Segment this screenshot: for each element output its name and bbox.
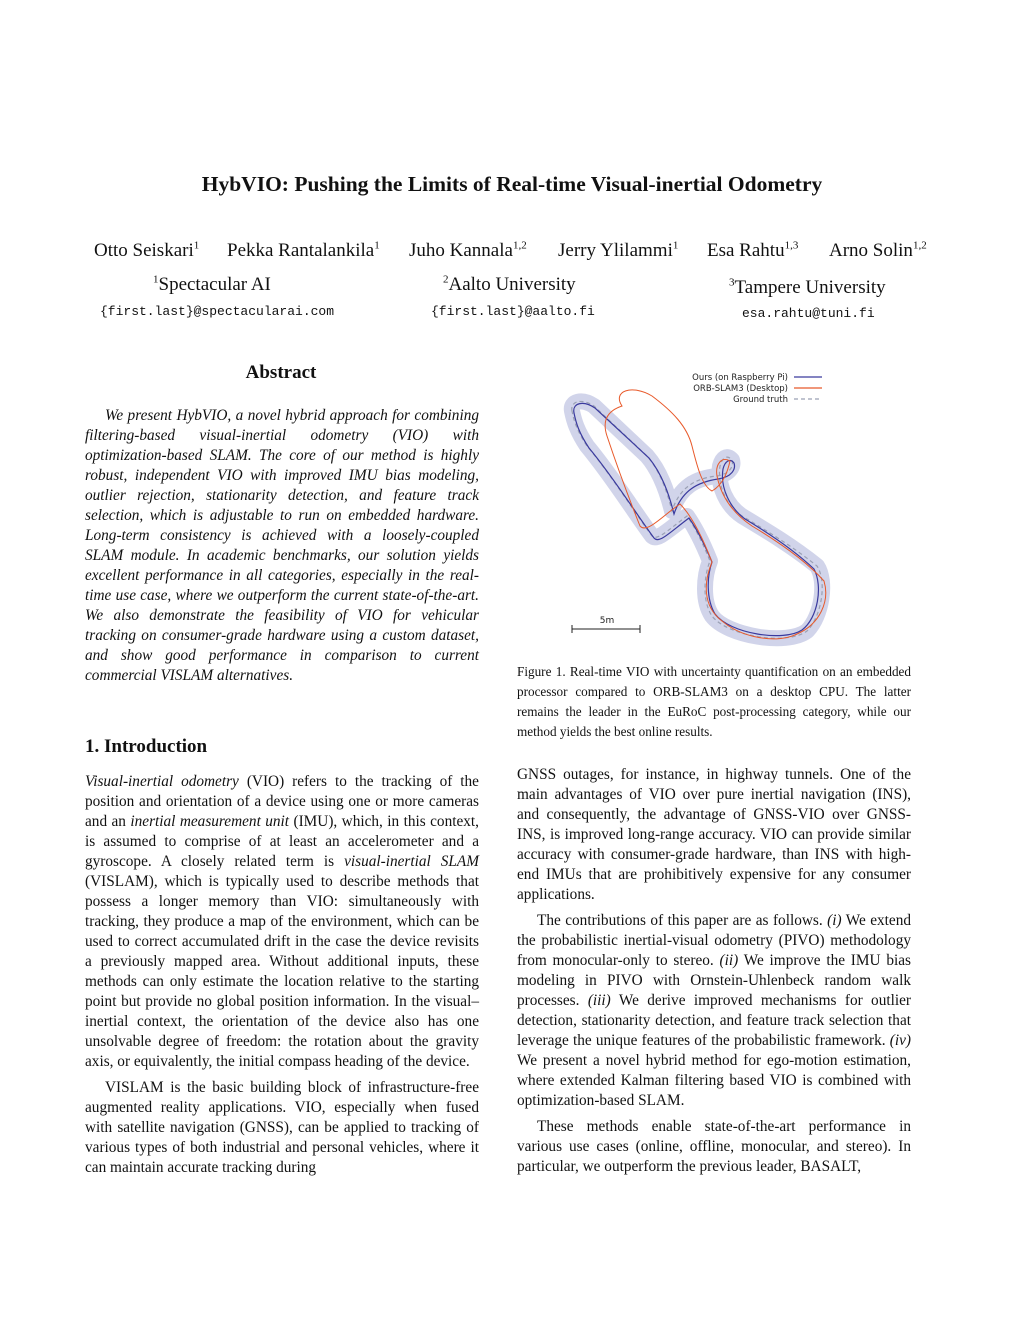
intro-paragraph-4: The contributions of this paper are as follows. (i) We extend the probabilistic inertial-visual odometry (PIVO) methodology from monocular-only to stereo. (ii) We improve the IMU bias modeling in PIVO with Ornstein-Uhlenbeck random walk processes. (iii) We derive improved mechanisms for outlier detection, stationarity detection, and feature track selection that leverage the unique features of the probabilistic framework. (iv) We present a novel hybrid method for ego-motion estimation, where extended Kalman filtering based VIO is combined with optimization-based SLAM. xyxy=(517,912,911,1109)
author-3: Juho Kannala$^{1,2}$ xyxy=(409,239,527,261)
email-2: {first.last}@aalto.fi xyxy=(431,304,595,319)
legend-ground-truth-label: Ground truth xyxy=(733,395,788,405)
left-column-text xyxy=(85,772,479,1184)
abstract-heading: Abstract xyxy=(245,362,317,383)
email-3: esa.rahtu@tuni.fi xyxy=(742,306,875,321)
abstract-body xyxy=(85,406,479,692)
intro-heading: 1. Introduction xyxy=(85,736,208,757)
email-1: {first.last}@spectacularai.com xyxy=(100,304,335,319)
trajectory-plot xyxy=(552,366,872,654)
intro-paragraph-5: These methods enable state-of-the-art performance in various use cases (online, offline, monocular, and stereo). In particular, we outperform the previous leader, BASALT, xyxy=(517,1118,911,1175)
legend xyxy=(692,373,822,405)
scale-bar xyxy=(572,616,640,633)
legend-orbslam-label: ORB-SLAM3 (Desktop) xyxy=(693,384,788,394)
affiliation-1: $^1$Spectacular AI xyxy=(153,273,271,295)
author-5: Esa Rahtu$^{1,3}$ xyxy=(707,239,799,261)
figure-1 xyxy=(552,366,872,654)
uncertainty-band xyxy=(572,401,822,638)
right-column-text xyxy=(517,765,911,1183)
author-2: Pekka Rantalankila$^1$ xyxy=(227,239,380,261)
scale-bar-label: 5m xyxy=(599,616,615,626)
paper-title: HybVIO: Pushing the Limits of Real-time Visual-inertial Odometry xyxy=(201,172,823,196)
intro-paragraph-2: VISLAM is the basic building block of infrastructure-free augmented reality applications. VIO, especially when fused with satellite navigation (GNSS), can be applied to tracking of various types of both industrial and personal vehicles, where it can maintain accurate tracking during xyxy=(85,1079,479,1176)
legend-ours-label: Ours (on Raspberry Pi) xyxy=(692,373,788,383)
affiliation-3: $^3$Tampere University xyxy=(729,276,886,298)
affiliation-2: $^2$Aalto University xyxy=(443,273,576,295)
intro-paragraph-1: Visual-inertial odometry (VIO) refers to the tracking of the position and orientation of a device using one or more cameras and an inertial measurement unit (IMU), which, in this context, is assumed to comprise of at least an accelerometer and a gyroscope. A closely related term is visual-inertial SLAM (VISLAM), which is typically used to describe methods that possess a longer memory than VIO: simultaneously with tracking, they produce a map of the environment, which can be used to correct accumulated drift in the case the device revisits a previously mapped area. Without additional inputs, these methods can only estimate the location relative to the starting point but provide no global position information. In the visual–inertial context, the orientation of the device also has one unsolvable degree of freedom: the rotation about the gravity axis, or equivalently, the initial compass heading of the device. xyxy=(85,773,480,1070)
author-4: Jerry Ylilammi$^1$ xyxy=(558,239,679,261)
intro-paragraph-3: GNSS outages, for instance, in highway tunnels. One of the main advantages of VIO over pure inertial navigation (INS), and consequently, the advantage of GNSS-VIO over GNSS-INS, is improved long-range accuracy. VIO can provide similar accuracy with consumer-grade hardware, than INS with high-end IMUs that are prohibitively expensive for any consumer applications. xyxy=(517,766,911,903)
author-1: Otto Seiskari$^1$ xyxy=(94,239,200,261)
figure-1-caption: Figure 1. Real-time VIO with uncertainty quantification on an embedded processor compared to ORB-SLAM3 on a desktop CPU. The latter remains the leader in the EuRoC post-processing category, while our method yields the best online results. xyxy=(517,664,911,739)
abstract-text: We present HybVIO, a novel hybrid approach for combining filtering-based visual-inertial odometry (VIO) with optimization-based SLAM. The core of our method is highly robust, independent VIO with improved IMU bias modeling, outlier rejection, stationarity detection, and feature track selection, which is adjustable to run on embedded hardware. Long-term consistency is achieved with a loosely-coupled SLAM module. In academic benchmarks, our solution yields excellent performance in all categories, especially in the real-time use case, where we outperform the current state-of-the-art. We also demonstrate the feasibility of VIO for vehicular tracking on consumer-grade hardware using a custom dataset, and show good performance in comparison to current commercial VISLAM alternatives. xyxy=(85,407,479,684)
author-6: Arno Solin$^{1,2}$ xyxy=(829,239,927,261)
